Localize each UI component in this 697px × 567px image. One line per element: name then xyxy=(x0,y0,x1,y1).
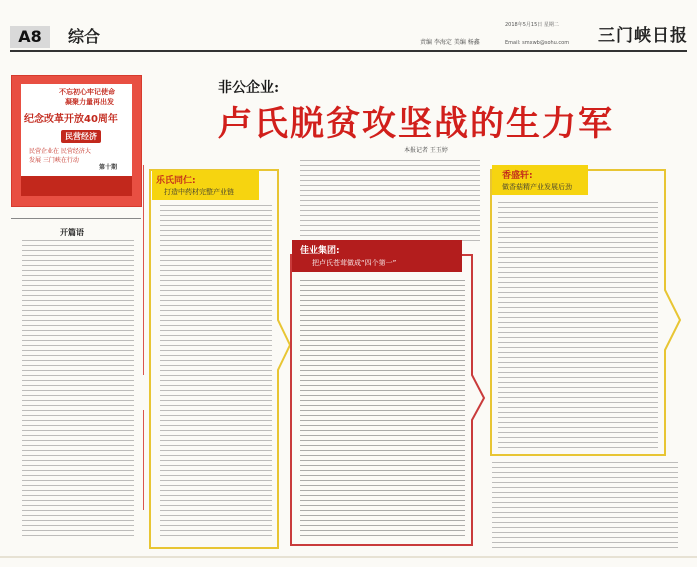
promo-line-4: 发展 三门峡在行动 xyxy=(29,157,79,164)
article-byline: 本报记者 王玉婷 xyxy=(404,147,448,154)
promo-issue-tag: 第十期 xyxy=(99,164,118,171)
article-lead-text xyxy=(300,160,480,242)
promo-line-3: 民营企业在 民营经济大 xyxy=(29,148,91,155)
panel-subtitle: 做香菇精产业发展后劲 xyxy=(502,183,572,191)
article-kicker: 非公企业: xyxy=(218,80,280,96)
panel-body-text xyxy=(160,205,272,540)
panel-title: 佳业集团: xyxy=(300,246,340,256)
panel-header-jiaye xyxy=(292,240,462,272)
panel-header-xiangshengxuan xyxy=(492,165,588,195)
promo-line-2: 凝聚力量再出发 xyxy=(65,98,114,106)
article-headline: 卢氏脱贫攻坚战的生力军 xyxy=(218,104,614,144)
panel-title: 香盛轩: xyxy=(502,171,533,181)
page-code: A8 xyxy=(10,26,50,48)
promo-line-1: 不忘初心牢记使命 xyxy=(59,88,115,96)
contact-email: Email: smxwb@sohu.com xyxy=(505,40,570,46)
page-bottom-rule xyxy=(0,556,697,558)
panel-title: 乐氏同仁: xyxy=(156,176,196,186)
panel-body-text xyxy=(300,280,465,538)
panel-body-text xyxy=(498,202,658,450)
closing-body-text xyxy=(492,462,678,550)
issue-date: 2018年5月15日 星期二 xyxy=(505,22,559,28)
promo-main-title: 纪念改革开放40周年 xyxy=(24,114,118,125)
newspaper-masthead: 三门峡日报 xyxy=(598,26,688,46)
panel-header-yueshi xyxy=(152,170,259,200)
panel-subtitle: 把卢氏苍茸做成“四个第一” xyxy=(312,259,397,267)
intro-title: 开篇语 xyxy=(60,227,84,237)
editor-note: 责编 李海定 美编 杨鑫 xyxy=(420,39,480,46)
panel-subtitle: 打造中药材完整产业链 xyxy=(164,188,234,196)
promo-badge: 民营经济 xyxy=(61,130,101,143)
section-name: 综合 xyxy=(68,27,101,46)
